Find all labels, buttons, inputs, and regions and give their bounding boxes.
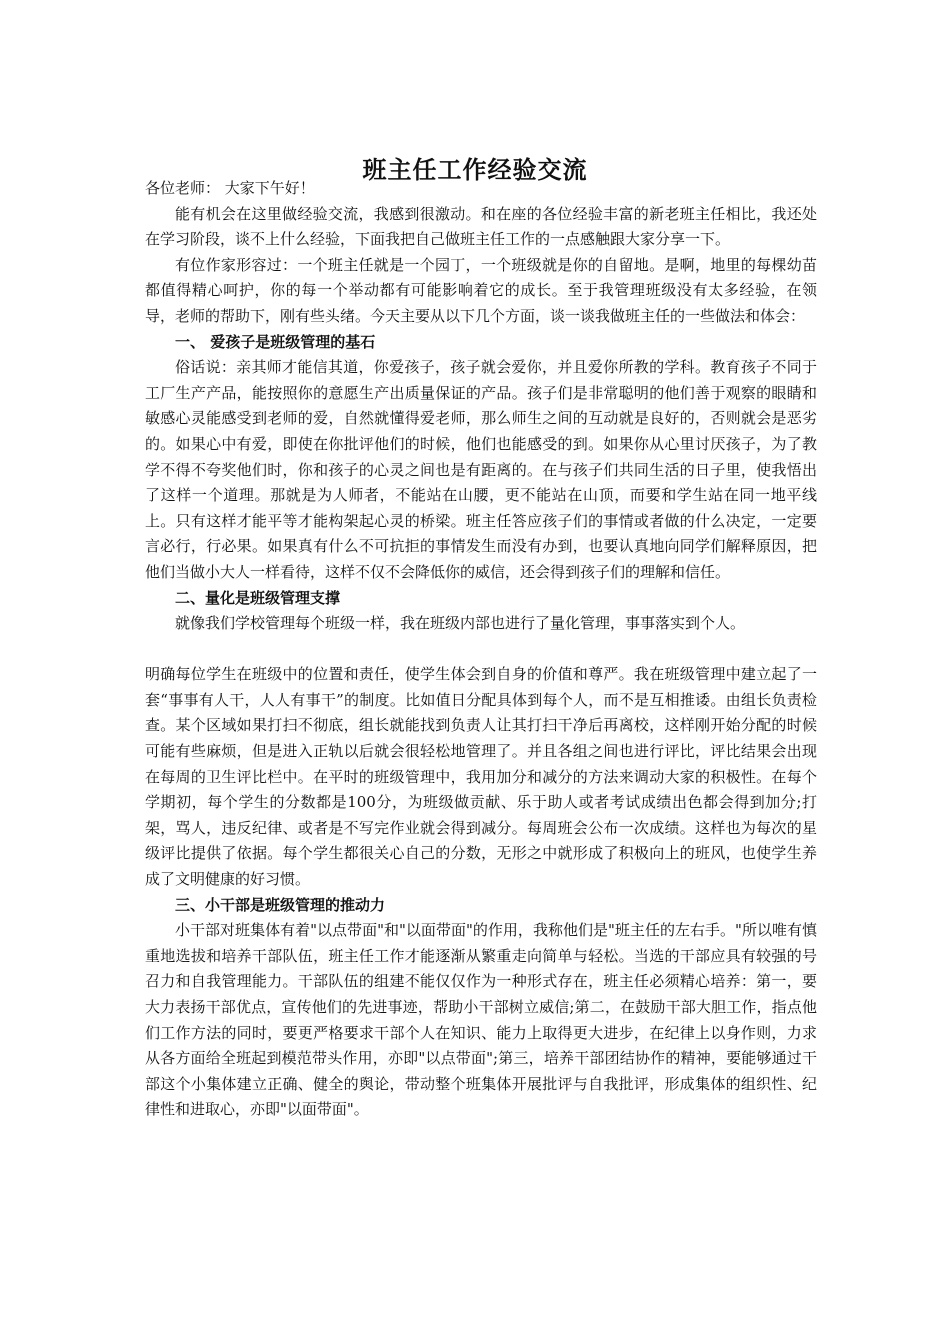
section-heading-2: 二、量化是班级管理支撑 (175, 588, 341, 607)
intro-paragraph-2: 有位作家形容过：一个班主任就是一个园丁，一个班级就是你的自留地。是啊，地里的每棵幼苗都值得精心呵护，你的每一个举动都有可能影响着它的成长。至于我管理班级没有太多经验，在领导，老师的帮助下，刚有些头绪。今天主要从以下几个方面，谈一谈我做班主任的一些做法和体会： (145, 255, 817, 325)
section-2-paragraph-2: 明确每位学生在班级中的位置和责任，使学生体会到自身的价值和尊严。我在班级管理中建立起了一套“事事有人干，人人有事干”的制度。比如值日分配具体到每个人，而不是互相推诿。由组长负责检查。某个区域如果打扫不彻底，组长就能找到负责人让其打扫干净后再离校，这样刚开始分配的时候可能有些麻烦，但是进入正轨以后就会很轻松地管理了。并且各组之间也进行评比，评比结果会出现在每周的卫生评比栏中。在平时的班级管理中，我用加分和减分的方法来调动大家的积极性。在每个学期初，每个学生的分数都是100分，为班级做贡献、乐于助人或者考试成绩出色都会得到加分;打架，骂人，违反纪律、或者是不写完作业就会得到减分。每周班会公布一次成绩。这样也为每次的星级评比提供了依据。每个学生都很关心自己的分数，无形之中就形成了积极向上的班风，也使学生养成了文明健康的好习惯。 (145, 665, 817, 889)
greeting-line: 各位老师： 大家下午好！ (145, 179, 315, 197)
section-2-paragraph-1: 就像我们学校管理每个班级一样，我在班级内部也进行了量化管理，事事落实到个人。 (175, 614, 746, 633)
section-3-paragraph: 小干部对班集体有着"以点带面"和"以面带面"的作用，我称他们是"班主任的左右手。"所以唯有慎重地选拔和培养干部队伍，班主任工作才能逐渐从繁重走向简单与轻松。当选的干部应具有较强的号召力和自我管理能力。干部队伍的组建不能仅仅作为一种形式存在，班主任必须精心培养：第一，要大力表扬干部优点，宣传他们的先进事迹，帮助小干部树立威信;第二，在鼓励干部大胆工作，指点他们工作方法的同时，要更严格要求干部个人在知识、能力上取得更大进步，在纪律上以身作则，力求从各方面给全班起到模范带头作用，亦即"以点带面";第三，培养干部团结协作的精神，要能够通过干部这个小集体建立正确、健全的舆论，带动整个班集体开展批评与自我批评，形成集体的组织性、纪律性和进取心，亦即"以面带面"。 (145, 921, 817, 1119)
intro-paragraph-1: 能有机会在这里做经验交流，我感到很激动。和在座的各位经验丰富的新老班主任相比，我还处在学习阶段，谈不上什么经验，下面我把自己做班主任工作的一点感触跟大家分享一下。 (145, 204, 817, 249)
section-heading-1: 一、 爱孩子是班级管理的基石 (175, 332, 376, 351)
document-title: 班主任工作经验交流 (362, 155, 588, 185)
section-heading-3: 三、小干部是班级管理的推动力 (175, 895, 386, 914)
section-1-paragraph: 俗话说：亲其师才能信其道，你爱孩子，孩子就会爱你，并且爱你所教的学科。教育孩子不同于工厂生产产品，能按照你的意愿生产出质量保证的产品。孩子们是非常聪明的他们善于观察的眼睛和敏感心灵能感受到老师的爱，自然就懂得爱老师，那么师生之间的互动就是良好的，否则就会是恶劣的。如果心中有爱，即使在你批评他们的时候，他们也能感受的到。如果你从心里讨厌孩子，为了教学不得不夸奖他们时，你和孩子的心灵之间也是有距离的。在与孩子们共同生活的日子里，使我悟出了这样一个道理。那就是为人师者，不能站在山腰，更不能站在山顶，而要和学生站在同一地平线上。只有这样才能平等才能构架起心灵的桥梁。班主任答应孩子们的事情或者做的什么决定，一定要言必行，行必果。如果真有什么不可抗拒的事情发生而没有办到，也要认真地向同学们解释原因，把他们当做小大人一样看待，这样不仅不会降低你的威信，还会得到孩子们的理解和信任。 (145, 358, 817, 581)
document-body (145, 176, 817, 1123)
